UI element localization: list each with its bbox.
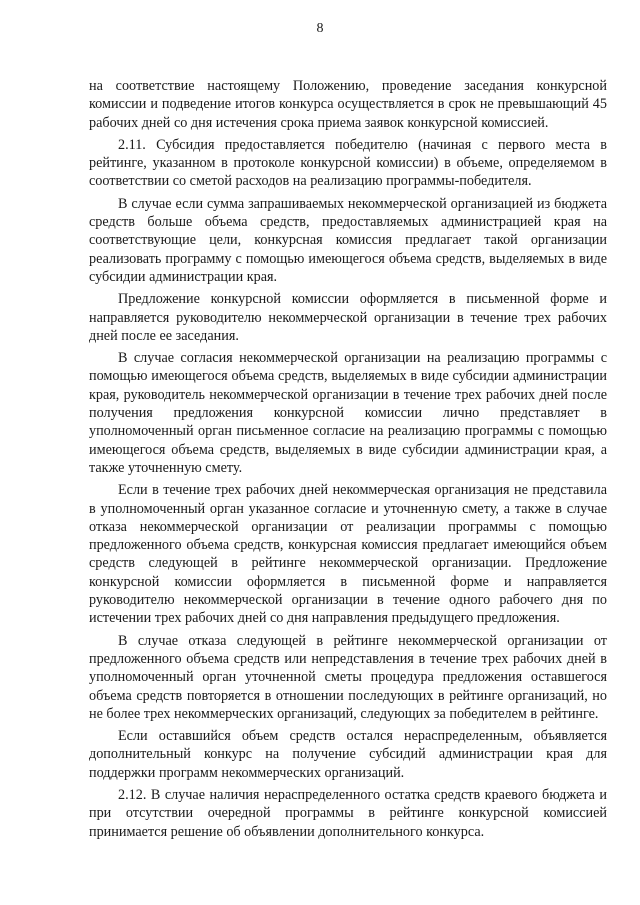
paragraph-no-consent: Если в течение трех рабочих дней некоммерческая организация не представила в уполномоченный орган указанное согласие и уточненную смету, а также в случае отказа некоммерческой организации от реализации программы с помощью предложенного объема средств, конкурсная комиссия предлагает имеющийся объем средств следующей в рейтинге некоммерческой организации. Предложение конкурсной комиссии оформляется в письменной форме и направляется руководителю некоммерческой организации в течение одного рабочего дня по истечении трех рабочих дней со дня направления предыдущего предложения. xyxy=(89,482,607,627)
paragraph-consent: В случае согласия некоммерческой организации на реализацию программы с помощью имеющегося объема средств, выделяемых в виде субсидии администрации края, руководитель некоммерческой организации в течение трех рабочих дней после получения предложения конкурсной комиссии лично представляет в уполномоченный орган письменное согласие на реализацию программы с помощью имеющегося объема средств, выделяемых в виде субсидии администрации края, а также уточненную смету. xyxy=(89,350,607,476)
paragraph-2-12: 2.12. В случае наличия нераспределенного остатка средств краевого бюджета и при отсутствии очередной программы в рейтинге конкурсной комиссией принимается решение об объявлении дополнительного конкурса. xyxy=(89,786,607,840)
paragraph-funding-shortfall: В случае если сумма запрашиваемых некоммерческой организацией из бюджета средств больше объема средств, предоставляемых администрацией края на соответствующие цели, конкурсная комиссия предлагает такой организации реализовать программу с помощью имеющегося объема средств, выделяемых в виде субсидии администрации края. xyxy=(89,195,607,285)
page-number: 8 xyxy=(316,21,324,36)
document-body xyxy=(89,77,607,841)
paragraph-additional-contest: Если оставшийся объем средств остался нераспределенным, объявляется дополнительный конкурс на получение субсидий администрации края для поддержки программ некоммерческих организаций. xyxy=(89,728,607,781)
paragraph-refusal-repeat: В случае отказа следующей в рейтинге некоммерческой организации от предложенного объема средств или непредставления в течение трех рабочих дней в уполномоченный орган уточненной сметы процедура предложения оставшегося объема средств повторяется в отношении последующих в рейтинге организаций, но не более трех некоммерческих организаций, следующих за победителем в рейтинге. xyxy=(89,632,607,722)
paragraph-continuation: на соответствие настоящему Положению, проведение заседания конкурсной комиссии и подведение итогов конкурса осуществляется в срок не превышающий 45 рабочих дней со дня истечения срока приема заявок конкурсной комиссией. xyxy=(89,78,607,131)
paragraph-commission-proposal: Предложение конкурсной комиссии оформляется в письменной форме и направляется руководителю некоммерческой организации в течение трех рабочих дней после ее заседания. xyxy=(89,291,607,344)
paragraph-2-11: 2.11. Субсидия предоставляется победителю (начиная с первого места в рейтинге, указанном в протоколе конкурсной комиссии) в объеме, определяемом в соответствии со сметой расходов на реализацию программы-победителя. xyxy=(89,136,607,190)
